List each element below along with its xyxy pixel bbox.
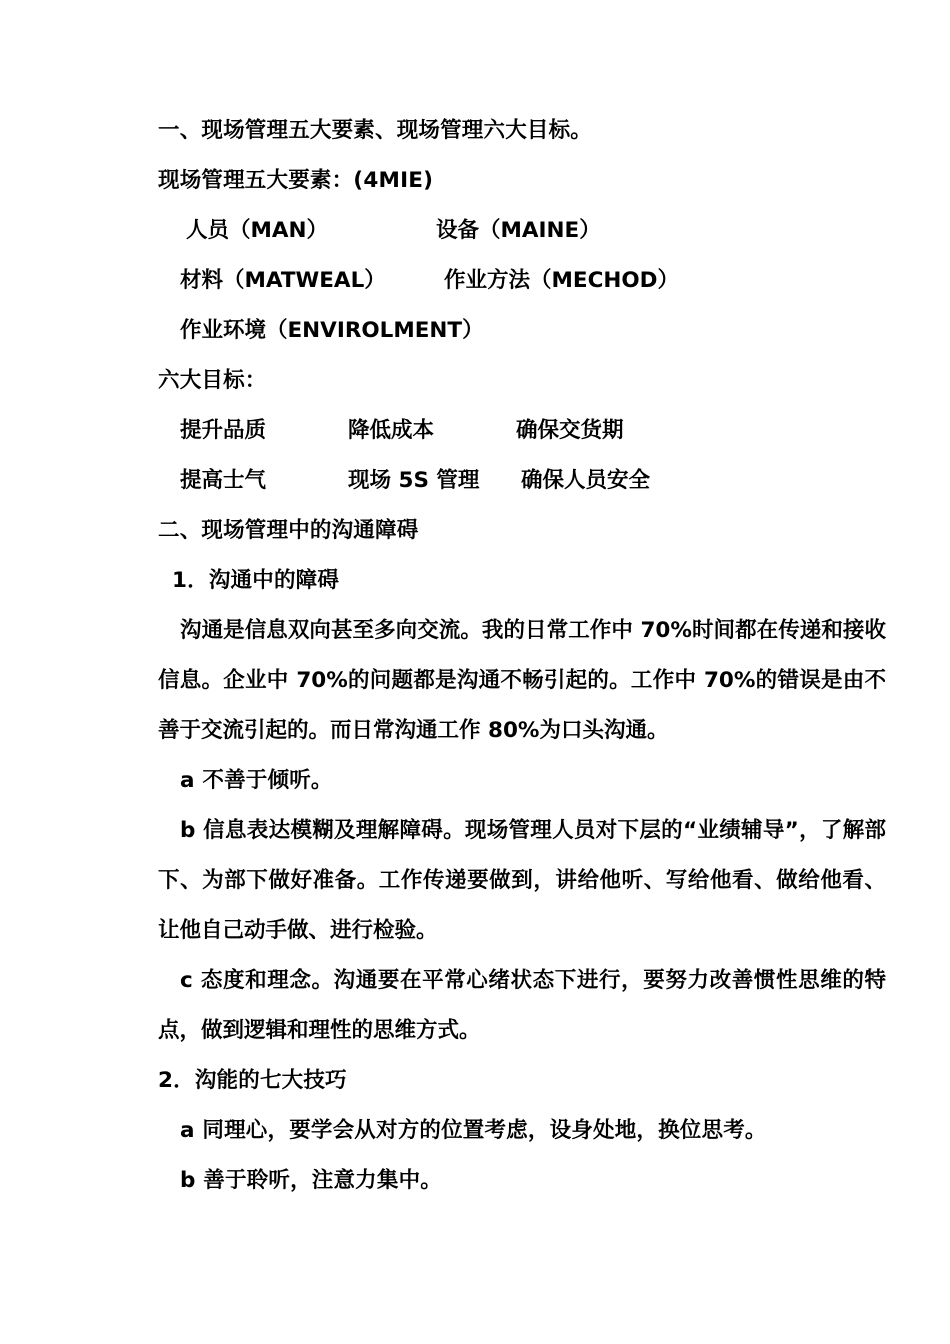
goal-morale: 提高士气 (180, 468, 267, 493)
elements-row-1 (0, 216, 950, 246)
element-machine: 设备（MAINE） (436, 218, 601, 243)
goal-safety: 确保人员安全 (521, 468, 651, 493)
subsection-1-item-b: b 信息表达模糊及理解障碍。现场管理人员对下层的“业绩辅导”，了解部下、为部下做好准备。工作传递要做到，讲给他听、写给他看、做给他看、让他自己动手做、进行检验。 (158, 818, 886, 943)
goals-row-2 (0, 466, 950, 496)
five-elements-title: 现场管理五大要素：(4MIE) (158, 168, 434, 193)
subsection-1-item-c: c 态度和理念。沟通要在平常心绪状态下进行，要努力改善惯性思维的特点，做到逻辑和理性的思维方式。 (158, 968, 886, 1043)
elements-row-3 (0, 316, 950, 346)
subsection-2-item-b: b 善于聆听，注意力集中。 (180, 1168, 442, 1193)
goal-delivery: 确保交货期 (516, 418, 624, 443)
element-material: 材料（MATWEAL） (180, 268, 386, 293)
subsection-1-title: 1．沟通中的障碍 (172, 568, 340, 593)
six-goals-title: 六大目标： (158, 368, 267, 393)
goals-row-1 (0, 416, 950, 446)
goal-cost: 降低成本 (348, 418, 435, 443)
heading-section-2: 二、现场管理中的沟通障碍 (158, 518, 419, 543)
subsection-1-item-a: a 不善于倾听。 (180, 768, 333, 793)
subsection-2-item-a: a 同理心，要学会从对方的位置考虑，设身处地，换位思考。 (180, 1118, 767, 1143)
subsection-2-title: 2．沟能的七大技巧 (158, 1068, 347, 1093)
element-man: 人员（MAN） (186, 218, 329, 243)
elements-row-2 (0, 266, 950, 296)
element-environment: 作业环境（ENVIROLMENT） (180, 318, 484, 343)
goal-quality: 提升品质 (180, 418, 267, 443)
heading-section-1: 一、现场管理五大要素、现场管理六大目标。 (158, 118, 593, 143)
goal-5s: 现场 5S 管理 (348, 468, 480, 493)
subsection-1-intro: 沟通是信息双向甚至多向交流。我的日常工作中 70%时间都在传递和接收信息。企业中 70%的问题都是沟通不畅引起的。工作中 70%的错误是由不善于交流引起的。而日常沟通工作 80%为口头沟通。 (158, 618, 886, 743)
element-method: 作业方法（MECHOD） (444, 268, 679, 293)
